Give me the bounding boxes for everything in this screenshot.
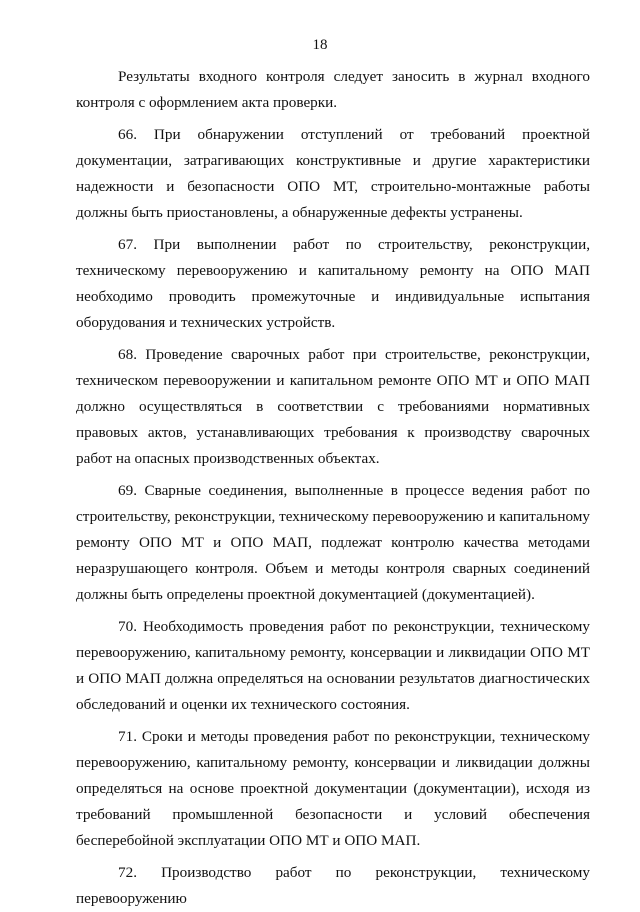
paragraph-67: 67. При выполнении работ по строительству, реконструкции, техническому перевооружению и капитальному ремонту на ОПО МАП необходимо проводить промежуточные и индивидуальные испытания оборудования и технических устройств.: [76, 236, 590, 331]
page-number: 18: [312, 37, 328, 53]
paragraph-69: 69. Сварные соединения, выполненные в процессе ведения работ по строительству, реконструкции, техническому перевооружению и капитальному ремонту ОПО МТ и ОПО МАП, подлежат контролю качества методами неразрушающего контроля. Объем и методы контроля сварных соединений должны быть определены проектной документацией (документацией).: [76, 482, 590, 603]
paragraph-71: 71. Сроки и методы проведения работ по реконструкции, техническому перевооружению, капитальному ремонту, консервации и ликвидации должны определяться на основе проектной документации (документации), исходя из требований промышленной безопасности и условий обеспечения бесперебойной эксплуатации ОПО МТ и ОПО МАП.: [76, 728, 590, 849]
paragraph-input-control-results: Результаты входного контроля следует заносить в журнал входного контроля с оформлением акта проверки.: [76, 68, 590, 111]
paragraph-72: 72. Производство работ по реконструкции, техническому перевооружению: [76, 864, 590, 907]
paragraph-68: 68. Проведение сварочных работ при строительстве, реконструкции, техническом перевооружении и капитальном ремонте ОПО МТ и ОПО МАП должно осуществляться в соответствии с требованиями нормативных правовых актов, устанавливающих требования к производству сварочных работ на опасных производственных объектах.: [76, 346, 590, 467]
document-body: [76, 64, 590, 912]
paragraph-70: 70. Необходимость проведения работ по реконструкции, техническому перевооружению, капитальному ремонту, консервации и ликвидации ОПО МТ и ОПО МАП должна определяться на основании результатов диагностических обследований и оценки их технического состояния.: [76, 618, 590, 713]
paragraph-66: 66. При обнаружении отступлений от требований проектной документации, затрагивающих конструктивные и другие характеристики надежности и безопасности ОПО МТ, строительно-монтажные работы должны быть приостановлены, а обнаруженные дефекты устранены.: [76, 126, 590, 221]
